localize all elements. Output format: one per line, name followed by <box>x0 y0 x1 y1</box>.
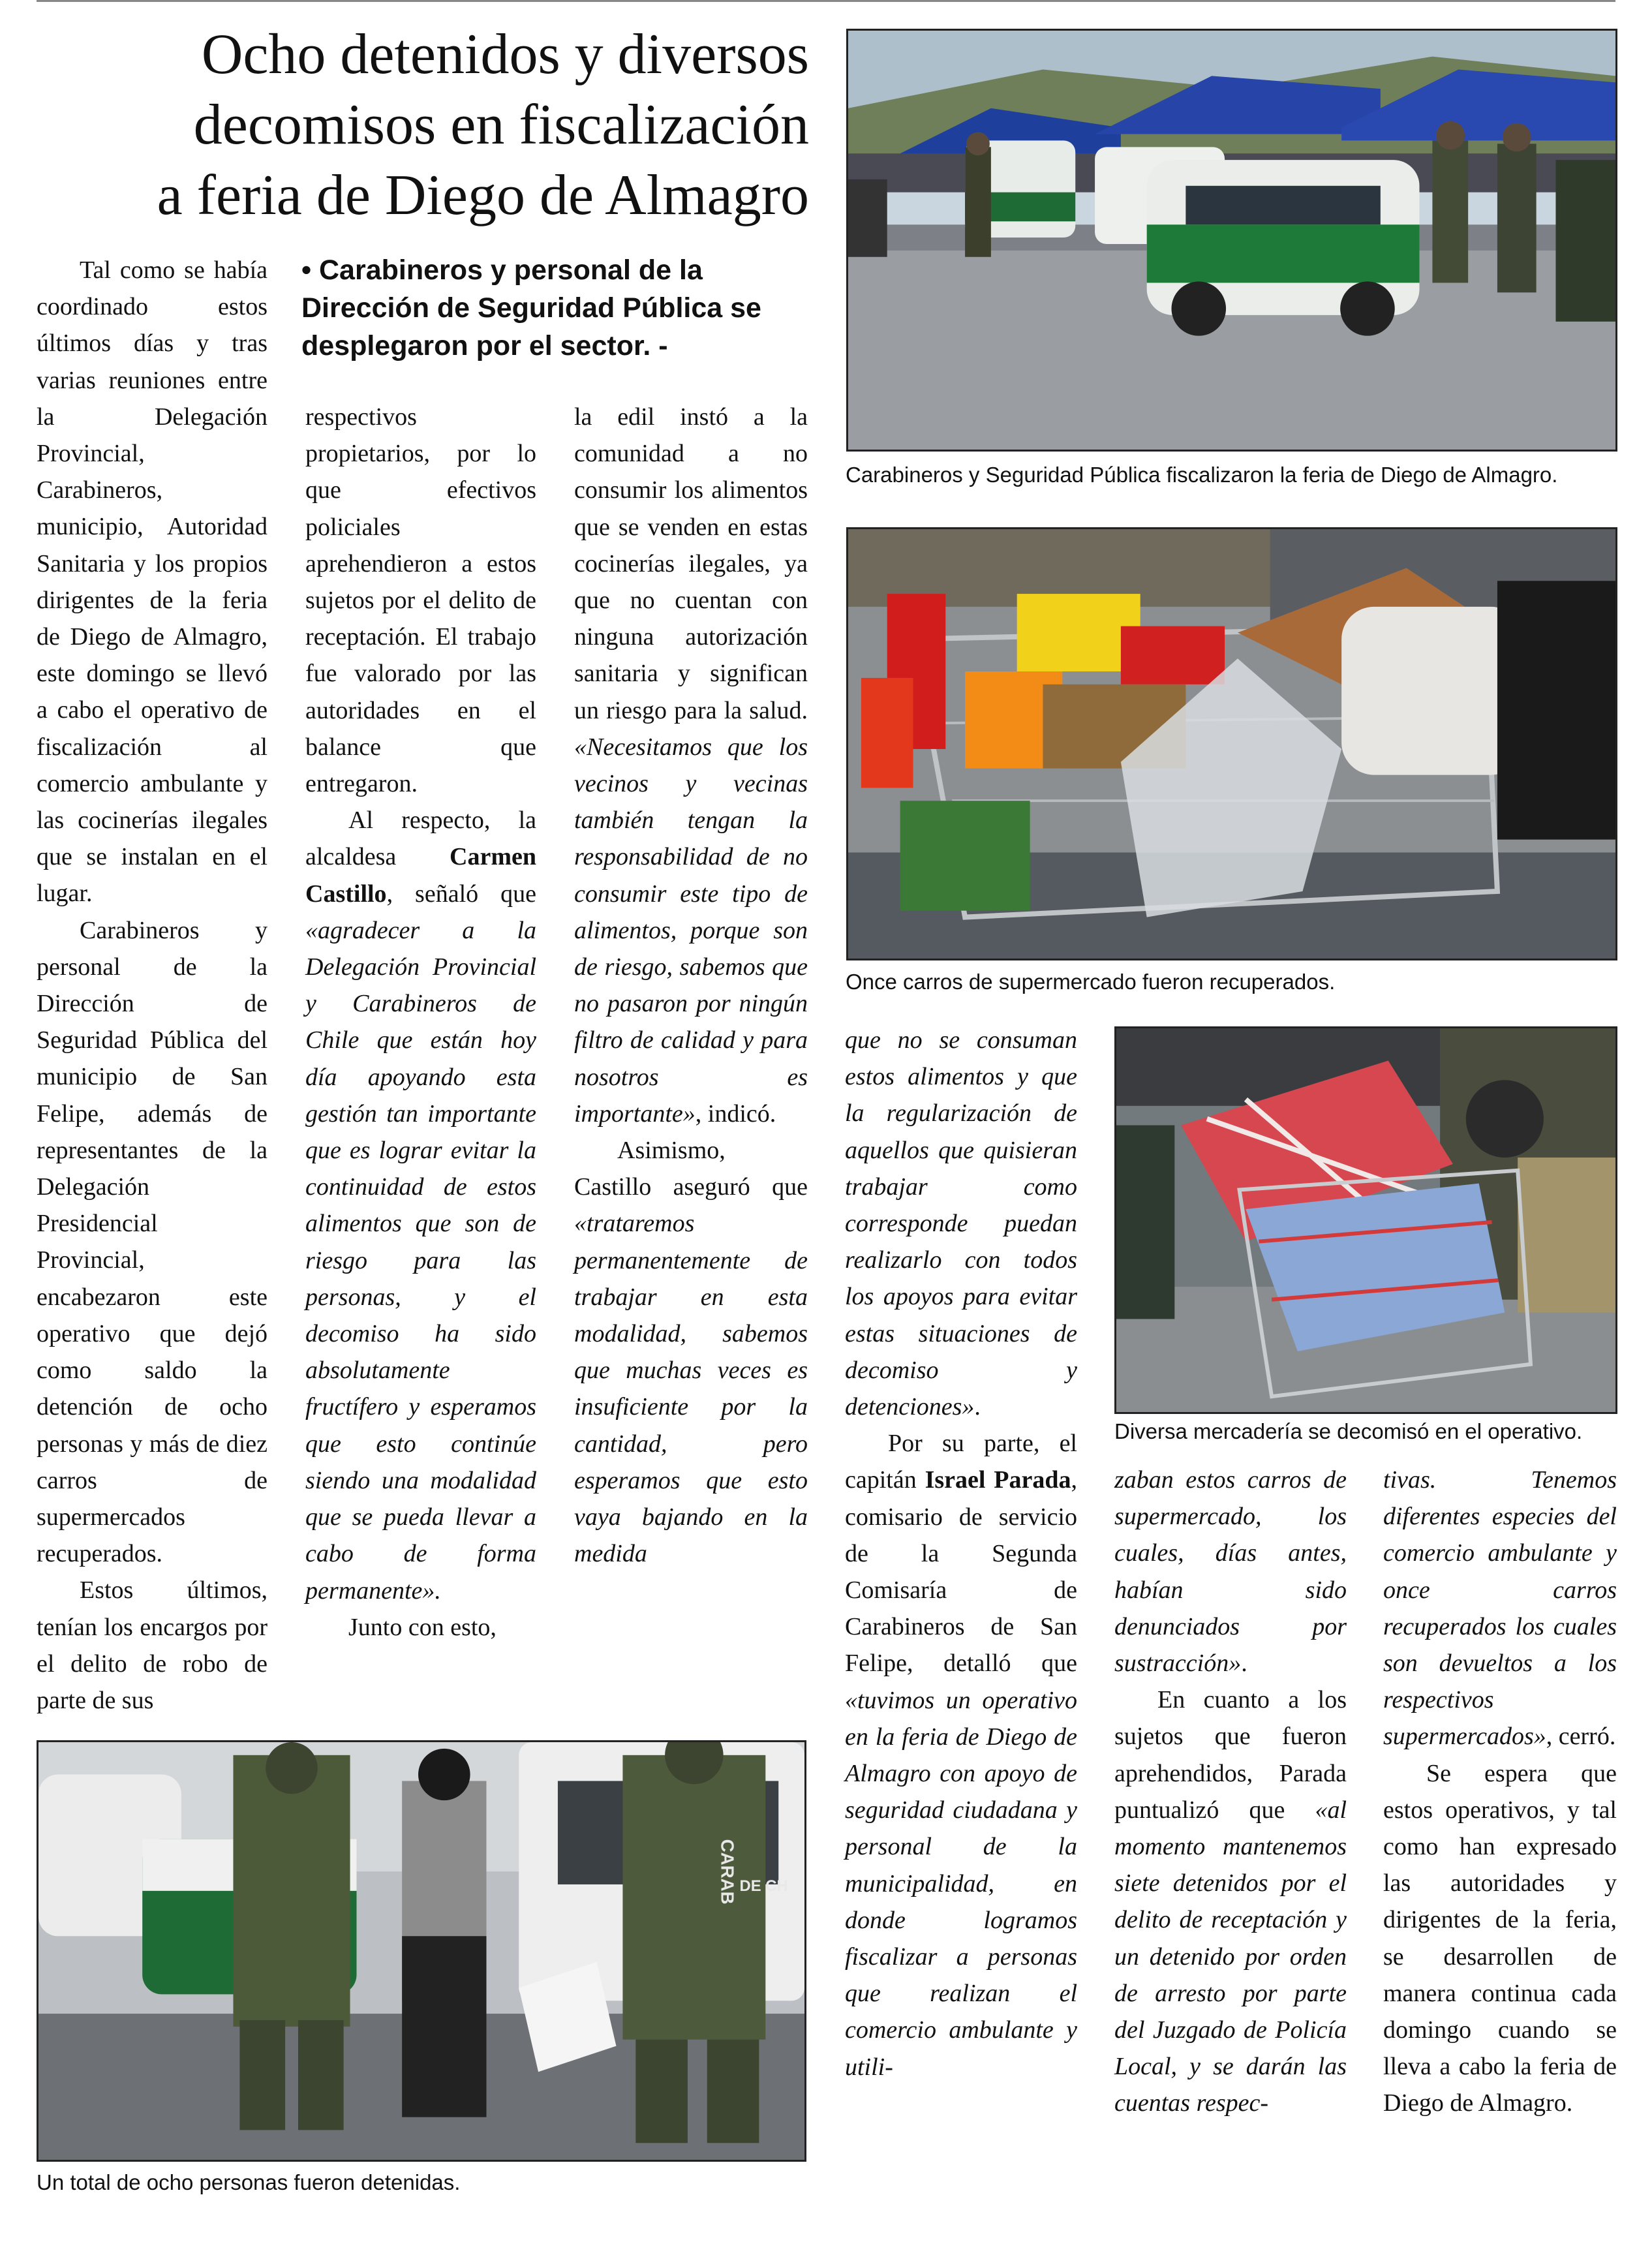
photo-caption: Carabineros y Seguridad Pública fiscalizaron la feria de Diego de Almagro. <box>846 463 1558 487</box>
photo-caption: Un total de ocho personas fueron detenidas. <box>37 2170 461 2194</box>
article-column-2 <box>305 399 536 1646</box>
photo-caption: Once carros de supermercado fueron recuperados. <box>846 970 1336 994</box>
vest-lettering: CARAB <box>717 1839 738 1905</box>
quote: tivas. Tenemos diferentes especies del comercio ambulante y once carros recuperados los cuales son devueltos a los respectivos supermercados» <box>1383 1466 1617 1751</box>
paragraph: tivas. Tenemos diferentes especies del comercio ambulante y once carros recuperados los cuales son devueltos a los respectivos supermercados», cerró. <box>1383 1466 1617 1751</box>
headline-line: Ocho detenidos y diversos <box>201 23 809 86</box>
paragraph: zaban estos carros de supermercado, los cuales, días antes, habían sido denunciados por sustracción». <box>1114 1466 1347 1678</box>
photo-caption: Diversa mercadería se decomisó en el operativo. <box>1114 1419 1583 1443</box>
paragraph: respectivos propietarios, por lo que efectivos policiales aprehendieron a estos sujetos por el delito de receptación. El trabajo fue valorado por las autoridades en el balance que entregaron. <box>305 403 536 798</box>
article-column-3 <box>574 399 808 1573</box>
paragraph: que no se consuman estos alimentos y que la regularización de aquellos que quisieran trabajar como corresponde puedan realizarlo con todos los apoyos para evitar estas situaciones de decomiso y detenciones». <box>845 1026 1077 1421</box>
photo-police-at-fair <box>846 29 1617 452</box>
person-name: Israel Parada <box>925 1466 1071 1494</box>
person-name: Carmen Castillo <box>305 843 536 908</box>
paragraph: Se espera que estos operativos, y tal como han expresado las autoridades y dirigentes de la feria, se desarrollen de manera continua cada domingo cuando se lleva a cabo la feria de Diego de Almagro. <box>1383 1759 1617 2117</box>
subheadline: • Carabineros y personal de la Dirección de Seguridad Pública se desplegaron por el sector. - <box>301 254 761 361</box>
top-rule <box>37 0 1615 5</box>
article-column-1 <box>37 252 268 1719</box>
quote: «Necesitamos que los vecinos y vecinas también tengan la responsabilidad de no consumir este tipo de alimentos, porque son de riesgo, sabemos que no pasaron por ningún filtro de calidad y para nosotros es importante» <box>574 733 808 1128</box>
quote: «trataremos permanentemente de trabajar en esta modalidad, sabemos que muchas veces es insuficiente por la cantidad, pero esperamos que esto vaya bajando en la medida <box>574 1210 808 1568</box>
quote: que no se consuman estos alimentos y que la regularización de aquellos que quisieran trabajar como corresponde puedan realizarlo con todos los apoyos para evitar estas situaciones de decomiso y detenciones» <box>845 1026 1077 1421</box>
headline-line: decomisos en fiscalización <box>193 93 809 157</box>
paragraph: En cuanto a los sujetos que fueron aprehendidos, Parada puntualizó que «al momento mantenemos siete detenidos por el delito de receptación y un detenido por orden de arresto por parte del Juzgado de Policía Local, y se darán las cuentas respec- <box>1114 1686 1347 2117</box>
photo-shopping-cart <box>846 527 1617 960</box>
paragraph: la edil instó a la comunidad a no consumir los alimentos que se venden en estas cocinerías ilegales, ya que no cuentan con ninguna autorización sanitaria y significan un riesgo para la salud. «Necesitamos que los vecinos y vecinas también tengan la responsabilidad de no consumir este tipo de alimentos, porque son de riesgo, sabemos que no pasaron por ningún filtro de calidad y para nosotros es importante», indicó. <box>574 403 808 1128</box>
paragraph: Por su parte, el capitán Israel Parada, comisario de servicio de la Segunda Comisaría de Carabineros de San Felipe, detalló que «tuvimos un operativo en la feria de Diego de Almagro con apoyo de seguridad ciudadana y personal de la municipalidad, en donde logramos fiscalizar a personas que realizan el comercio ambulante y utili- <box>845 1430 1078 2081</box>
paragraph: Carabineros y personal de la Dirección de Seguridad Pública del municipio de San Felipe, además de representantes de la Delegación Presidencial Provincial, encabezaron este operativo que dejó como saldo la detención de ocho personas y más de diez carros de supermercados recuperados. <box>37 916 268 1568</box>
article-column-5 <box>1114 1462 1347 2122</box>
paragraph: Tal como se había coordinado estos últimos días y tras varias reuniones entre la Delegación Provincial, Carabineros, municipio, Autoridad Sanitaria y los propios dirigentes de la feria de Diego de Almagro, este domingo se llevó a cabo el operativo de fiscalización al comercio ambulante y las cocinerías ilegales que se instalan en el lugar. <box>37 256 268 908</box>
quote: «al momento mantenemos siete detenidos por el delito de receptación y un detenido por orden de arresto por parte del Juzgado de Policía Local, y se darán las cuentas respec- <box>1114 1796 1347 2117</box>
headline-line: a feria de Diego de Almagro <box>157 164 809 227</box>
article-column-4 <box>845 1022 1077 2085</box>
paragraph: Al respecto, la alcaldesa Carmen Castillo, señaló que «agradecer a la Delegación Provincial y Carabineros de Chile que están hoy día apoyando esta gestión tan importante que es lograr evitar la continuidad de estos alimentos que son de riesgo para las personas, y el decomiso ha sido absolutamente fructífero y esperamos que esto continúe siendo una modalidad que se pueda llevar a cabo de forma permanente». <box>305 806 536 1605</box>
quote: «tuvimos un operativo en la feria de Diego de Almagro con apoyo de seguridad ciudadana y personal de la municipalidad, en donde logramos fiscalizar a personas que realizan el comercio ambulante y utili- <box>845 1686 1077 2081</box>
vest-lettering: DE CH <box>739 1877 788 1895</box>
quote: zaban estos carros de supermercado, los cuales, días antes, habían sido denunciados por sustracción» <box>1114 1466 1347 1678</box>
paragraph: Asimismo, Castillo aseguró que «trataremos permanentemente de trabajar en esta modalidad, sabemos que muchas veces es insuficiente por la cantidad, pero esperamos que esto vaya bajando en la medida <box>574 1137 808 1568</box>
headline <box>65 20 809 231</box>
photo-detainee-escorted <box>37 1740 806 2162</box>
article-column-6 <box>1383 1462 1617 2122</box>
paragraph: Junto con esto, <box>348 1613 497 1641</box>
quote: «agradecer a la Delegación Provincial y Carabineros de Chile que están hoy día apoyando esta gestión tan importante que es lograr evitar la continuidad de estos alimentos que son de riesgo para las personas, y el decomiso ha sido absolutamente fructífero y esperamos que esto continúe siendo una modalidad que se pueda llevar a cabo de forma permanente». <box>305 916 536 1605</box>
paragraph: Estos últimos, tenían los encargos por el delito de robo de parte de sus <box>37 1576 268 1714</box>
photo-seized-merchandise <box>1114 1026 1617 1414</box>
